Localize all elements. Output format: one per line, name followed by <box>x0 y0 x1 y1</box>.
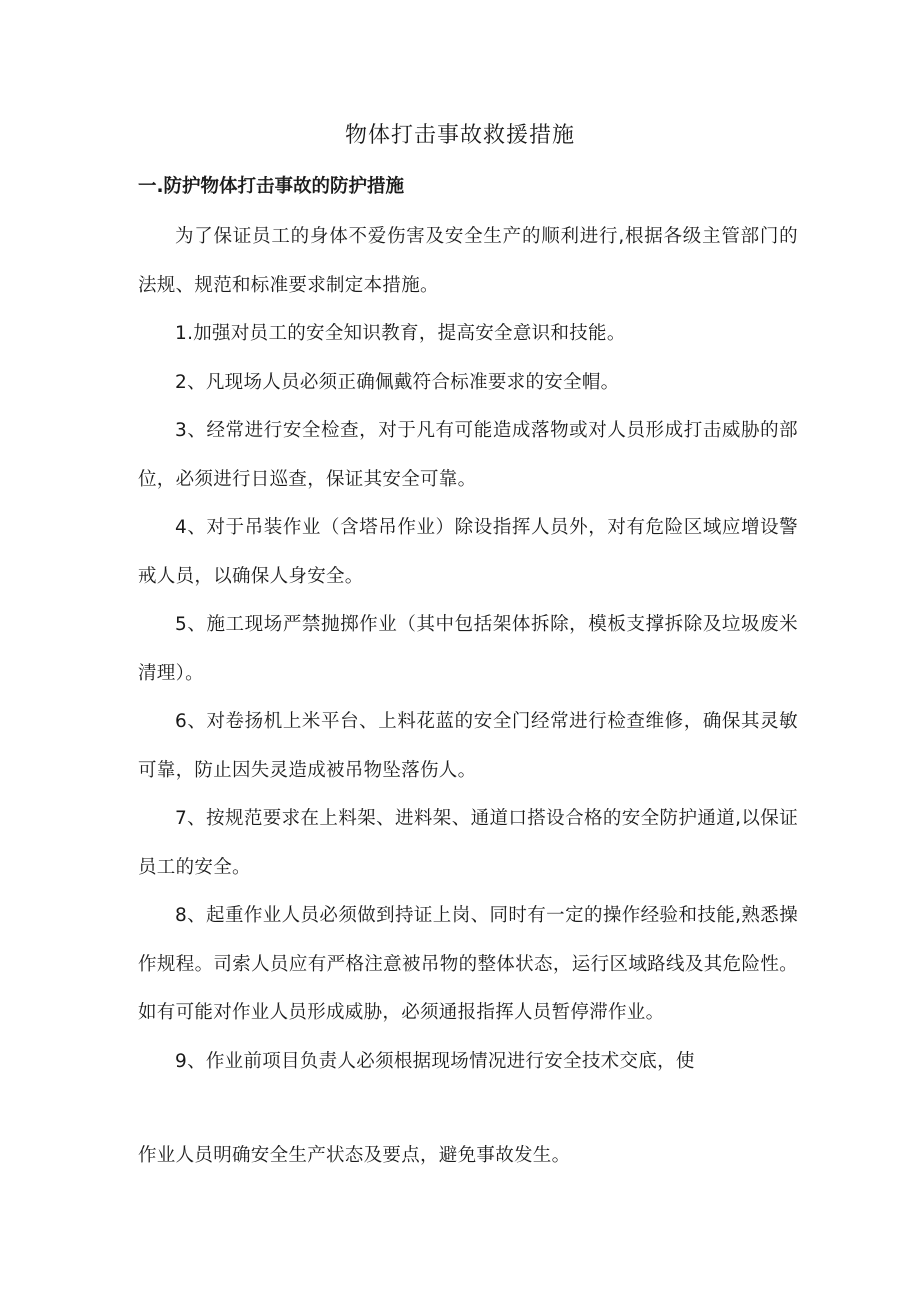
measure-item-9: 9、作业前项目负责人必须根据现场情况进行安全技术交底，使 <box>175 1050 695 1072</box>
document-body <box>138 213 798 1086</box>
measure-item-6: 6、对卷扬机上米平台、上料花蓝的安全门经常进行检查维修，确保其灵敏可靠，防止因失灵造成被吊物坠落伤人。 <box>138 711 798 781</box>
measure-item-1: 1.加强对员工的安全知识教育，提高安全意识和技能。 <box>175 323 626 344</box>
document-title: 物体打击事故救援措施 <box>344 123 575 148</box>
measure-item-2: 2、凡现场人员必须正确佩戴符合标准要求的安全帽。 <box>175 371 620 393</box>
measure-item-4: 4、对于吊装作业（含塔吊作业）除设指挥人员外，对有危险区域应增设警戒人员，以确保人身安全。 <box>138 517 798 587</box>
measure-item-3: 3、经常进行安全检查，对于凡有可能造成落物或对人员形成打击威胁的部位，必须进行日巡查，保证其安全可靠。 <box>138 420 798 490</box>
measure-item-7: 7、按规范要求在上料架、进料架、通道口搭设合格的安全防护通道,以保证员工的安全。 <box>138 808 798 878</box>
measure-item-5: 5、施工现场严禁抛掷作业（其中包括架体拆除，模板支撑拆除及垃圾废米清理）。 <box>138 614 798 684</box>
section-heading: 一.防护物体打击事故的防护措施 <box>138 176 405 197</box>
measure-item-9-continuation: 作业人员明确安全生产状态及要点，避免事故发生。 <box>138 1145 571 1166</box>
measure-item-8: 8、起重作业人员必须做到持证上岗、同时有一定的操作经验和技能,熟悉操作规程。司索人员应有严格注意被吊物的整体状态，运行区域路线及其危险性。如有可能对作业人员形成威胁，必须通报指挥人员暂停滞作业。 <box>138 905 798 1023</box>
intro-paragraph: 为了保证员工的身体不爱伤害及安全生产的顺利进行,根据各级主管部门的法规、规范和标准要求制定本措施。 <box>138 226 798 296</box>
